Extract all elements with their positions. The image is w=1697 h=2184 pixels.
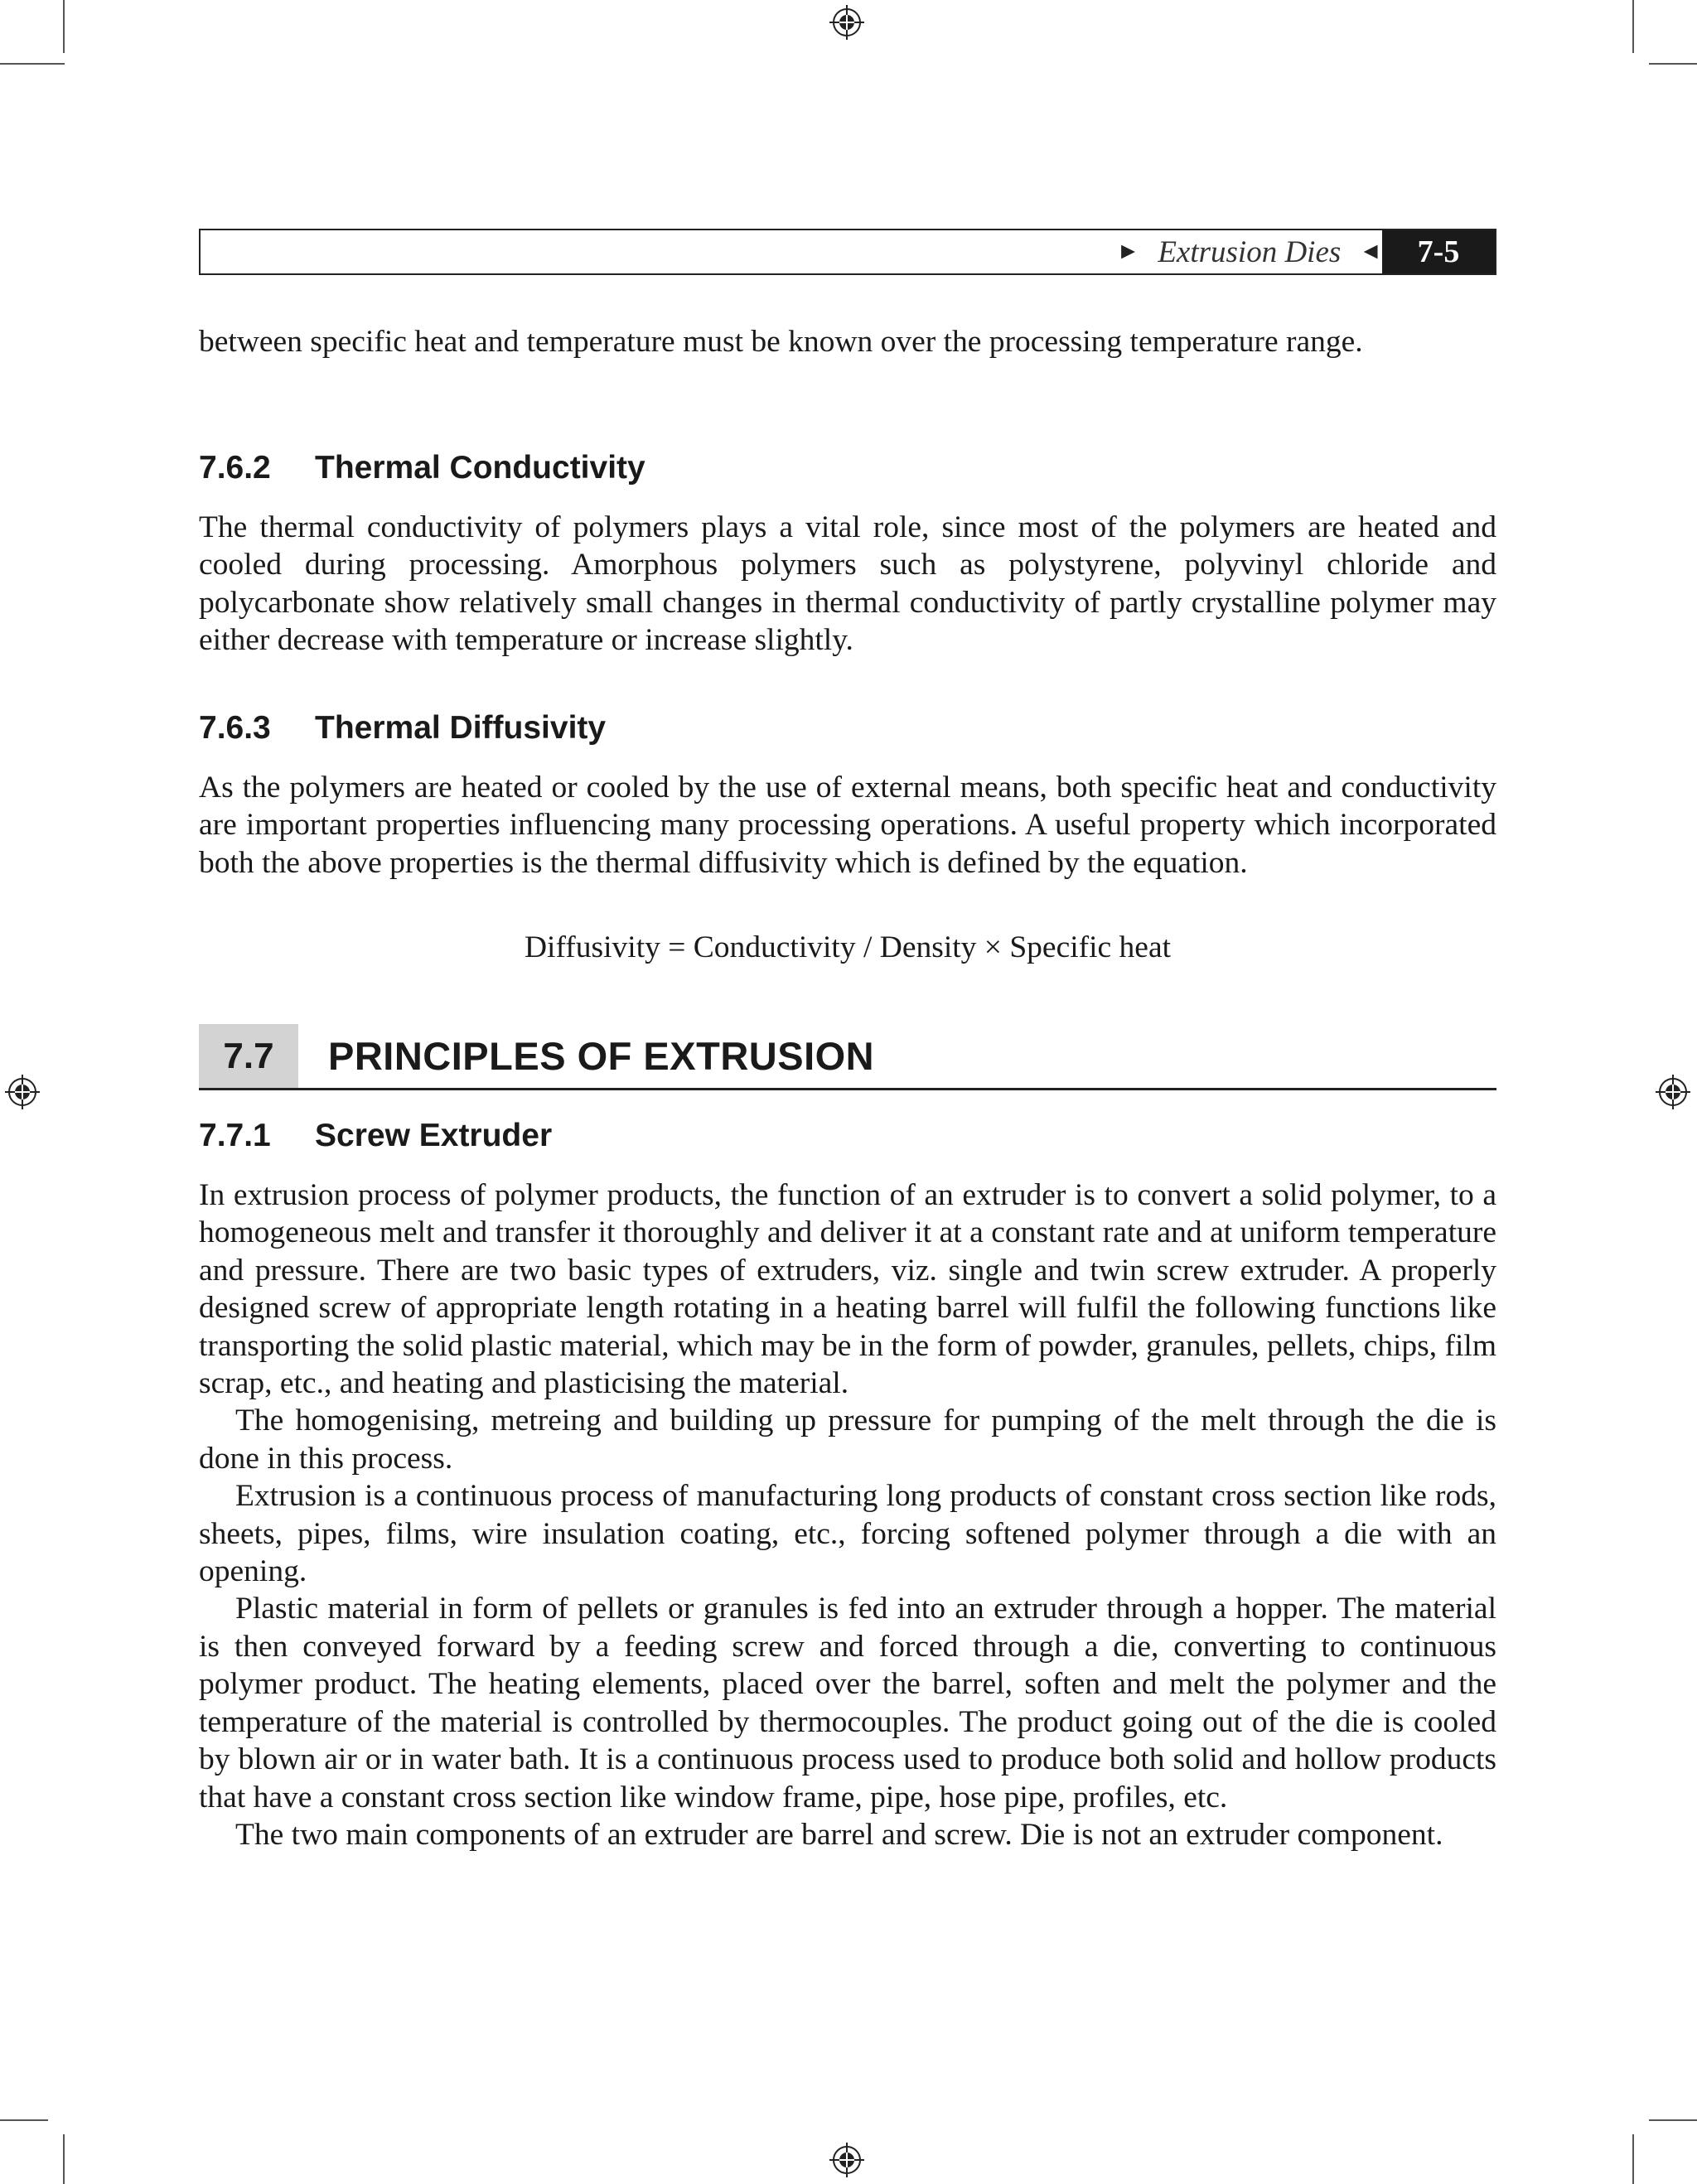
crop-mark: [0, 63, 65, 65]
body-paragraph: In extrusion process of polymer products, the function of an extruder is to convert a solid polymer, to a homogeneous melt and transfer it thoroughly and deliver it at a constant rate and at uniform temperature and pressure. There are two basic types of extruders, viz. single and twin screw extruder. A properly designed screw of appropriate length rotating in a heating barrel will fulfil the following functions like transporting the solid plastic material, which may be in the form of powder, granules, pellets, chips, film scrap, etc., and heating and plasticising the material.: [199, 1178, 1496, 1401]
running-header: [199, 229, 1496, 275]
crop-mark: [0, 2119, 48, 2121]
section-title: PRINCIPLES OF EXTRUSION: [328, 1034, 875, 1078]
registration-mark-icon: [829, 2143, 864, 2177]
section-number: 7.6.2: [199, 450, 271, 486]
crop-mark: [1649, 63, 1697, 65]
section-number: 7.7.1: [199, 1118, 271, 1153]
section-number: 7.6.3: [199, 710, 271, 746]
thermal-diffusivity-paragraph: As the polymers are heated or cooled by the use of external means, both specific heat and conductivity are important properties influencing many processing operations. A useful property which incorporated both the above properties is the thermal diffusivity which is defined by the equation.: [199, 771, 1496, 880]
running-header-title-group: [1117, 230, 1382, 273]
crop-mark: [1632, 0, 1634, 53]
left-triangle-icon: ◄: [1359, 239, 1382, 264]
page-number: 7-5: [1382, 230, 1495, 273]
section-title: Thermal Conductivity: [315, 450, 645, 486]
intro-paragraph: between specific heat and temperature must be known over the processing temperature range.: [199, 325, 1363, 359]
right-triangle-icon: ►: [1116, 239, 1140, 264]
crop-mark: [63, 2134, 65, 2184]
body-paragraph: Plastic material in form of pellets or granules is fed into an extruder through a hopper. The material is then conveyed forward by a feeding screw and forced through a die, converting to continuous polymer product. The heating elements, placed over the barrel, soften and melt the polymer and the temperature of the material is controlled by thermocouples. The product going out of the die is cooled by blown air or in water bath. It is a continuous process used to produce both solid and hollow products that have a constant cross section like window frame, pipe, hose pipe, profiles, etc.: [199, 1592, 1496, 1814]
crop-mark: [1632, 2134, 1634, 2184]
running-header-title: Extrusion Dies: [1158, 234, 1342, 269]
section-number-box: 7.7: [199, 1024, 298, 1088]
crop-mark: [1649, 2119, 1697, 2121]
body-paragraph: The homogenising, metreing and building up pressure for pumping of the melt through the die is done in this process.: [199, 1404, 1496, 1476]
thermal-conductivity-paragraph: The thermal conductivity of polymers plays a vital role, since most of the polymers are heated and cooled during processing. Amorphous polymers such as polystyrene, polyvinyl chloride and polycarbonate show relatively small changes in thermal conductivity of partly crystalline polymer may either decrease with temperature or increase slightly.: [199, 510, 1496, 658]
registration-mark-icon: [5, 1075, 40, 1109]
registration-mark-icon: [829, 5, 864, 40]
section-heading-7-7: [199, 1024, 1496, 1090]
crop-mark: [63, 0, 65, 53]
screw-extruder-body: [0, 1177, 1496, 1853]
registration-mark-icon: [1656, 1075, 1690, 1109]
diffusivity-equation: Diffusivity = Conductivity / Density × Specific heat: [524, 930, 1172, 964]
section-title: Screw Extruder: [315, 1118, 553, 1153]
body-paragraph: Extrusion is a continuous process of manufacturing long products of constant cross section like rods, sheets, pipes, films, wire insulation coating, etc., forcing softened polymer through a die with an opening.: [199, 1479, 1496, 1589]
section-heading-7-6-3: [199, 710, 606, 747]
section-title: Thermal Diffusivity: [315, 710, 607, 746]
section-heading-7-6-2: [199, 450, 645, 486]
section-heading-7-7-1: [199, 1118, 552, 1154]
body-paragraph: The two main components of an extruder are barrel and screw. Die is not an extruder component.: [235, 1817, 1443, 1852]
